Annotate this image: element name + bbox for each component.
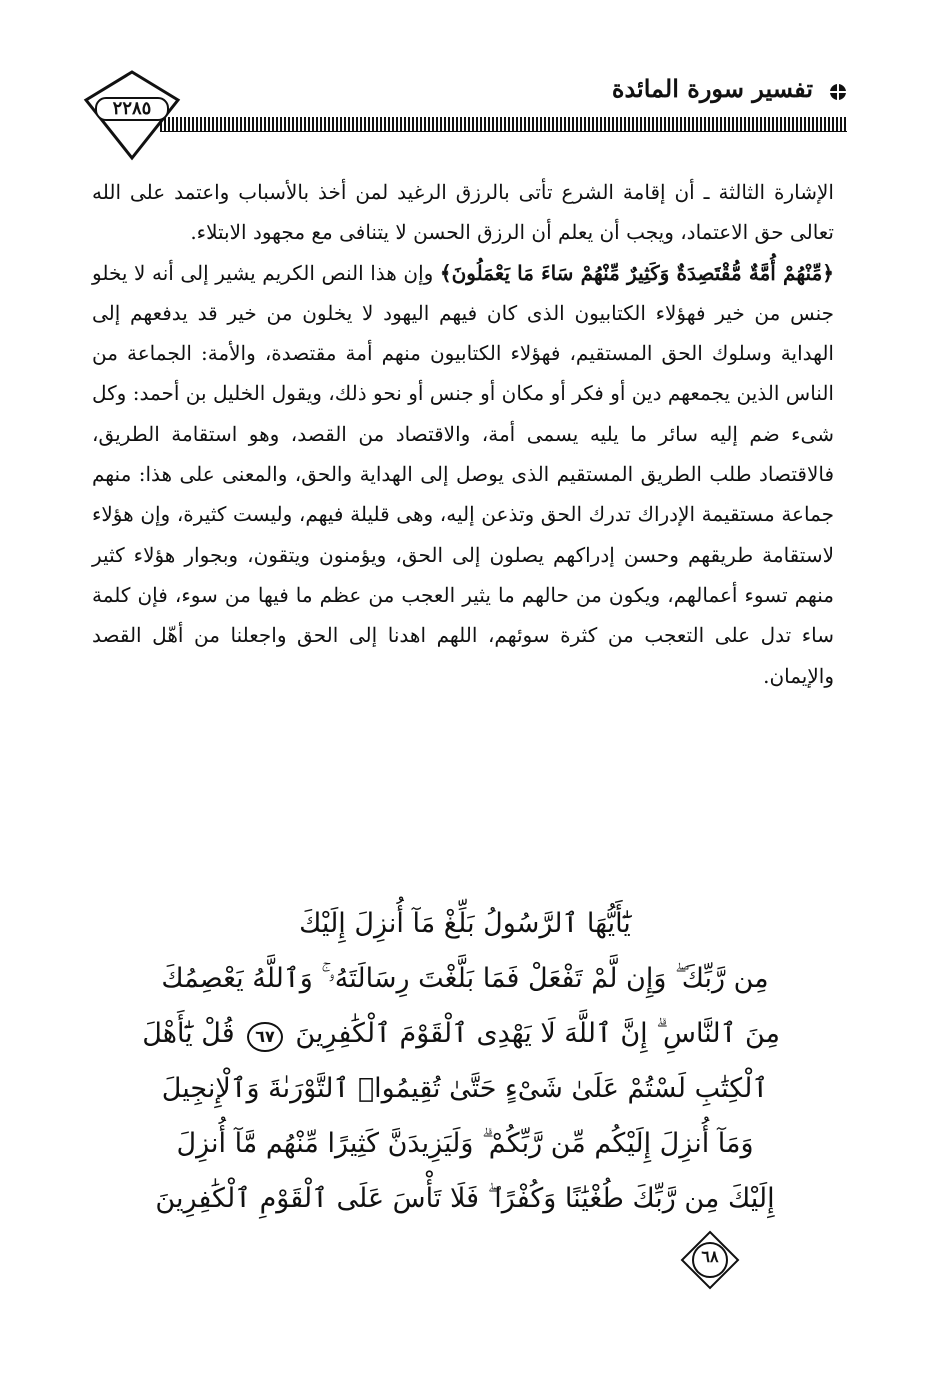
paragraph-2	[92, 253, 834, 696]
paragraph-2-text: وإن هذا النص الكريم يشير إلى أنه لا يخلو جنس من خير فهؤلاء الكتابيون الذى كان فيهم اليهود لا يخلون من خير قد يدفعهم إلى الهداية وسلوك الحق المستقيم، فهؤلاء الكتابيون منهم أمة مقتصدة، والأمة: الجماعة من الناس الذين يجمعهم دين أو فكر أو مكان أو جنس أو نحو ذلك، ويقول الخليل بن أحمد: وكل شىء ضم إليه سائر ما يليه يسمى أمة، والاقتصاد من القصد، وهو استقامة الطريق، فالاقتصاد طلب الطريق المستقيم الذى يوصل إلى الهداية والحق، والمعنى على هذا: منهم جماعة مستقيمة الإدراك تدرك الحق وتذعن إليه، وهى قليلة فيهم، وليست كثيرة، وإن هؤلاء لاستقامة طريقهم وحسن إدراكهم يصلون إلى الحق، ويؤمنون ويتقون، وبجوار هؤلاء كثير منهم تسوء أعمالهم، ويكون من حالهم ما يثير العجب من عظم ما فيها من سوء، فإن كلمة ساء تدل على التعجب من كثرة سوئهم، اللهم اهدنا إلى الحق واجعلنا من أهّل القصد والإيمان.	[92, 260, 835, 688]
commentary-text	[92, 172, 834, 696]
verse-line-2: مِن رَّبِّكَ ۖ وَإِن لَّمْ تَفْعَلْ فَمَا بَلَّغْتَ رِسَالَتَهُۥ ۚ وَٱللَّهُ يَعْصِمُكَ	[161, 963, 769, 994]
verse-line-5: وَمَآ أُنزِلَ إِلَيْكُم مِّن رَّبِّكُمْ ۗ وَلَيَزِيدَنَّ كَثِيرًا مِّنْهُم مَّآ أُنزِلَ	[176, 1128, 754, 1159]
header-rule	[160, 117, 847, 132]
quran-verses	[142, 896, 780, 1226]
verse-line-3a: مِنَ ٱلنَّاسِ ۗ إِنَّ ٱللَّهَ لَا يَهْدِى ٱلْقَوْمَ ٱلْكَٰفِرِينَ	[295, 1018, 780, 1049]
verse-line-3b: قُلْ يَٰٓأَهْلَ	[142, 1018, 235, 1049]
surah-title: تفسير سورة المائدة	[611, 74, 813, 103]
verse-line-1: يَٰٓأَيُّهَا ٱلرَّسُولُ بَلِّغْ مَآ أُنزِلَ إِلَيْكَ	[299, 908, 631, 939]
verse-line-4: ٱلْكِتَٰبِ لَسْتُمْ عَلَىٰ شَىْءٍ حَتَّىٰ تُقِيمُوا۟ ٱلتَّوْرَىٰةَ وَٱلْإِنجِيلَ	[161, 1073, 769, 1104]
verse-line-6: إِلَيْكَ مِن رَّبِّكَ طُغْيَٰنًا وَكُفْرًا ۖ فَلَا تَأْسَ عَلَى ٱلْقَوْمِ ٱلْكَٰفِرِينَ	[155, 1183, 775, 1214]
verse-line-3	[142, 1006, 780, 1061]
ornament-bullet-icon	[827, 82, 849, 102]
ayah-number-68: ٦٨	[701, 1247, 719, 1266]
page-number: ٢٢٨٥	[112, 98, 152, 119]
ayah-number-67: ٦٧	[247, 1022, 283, 1052]
quran-quote: ﴿مِّنْهُمْ أُمَّةٌ مُّقْتَصِدَةٌ وَكَثِيرٌ مِّنْهُمْ سَاءَ مَا يَعْمَلُونَ﴾	[439, 260, 834, 285]
page-header	[0, 0, 925, 170]
paragraph-1: الإشارة الثالثة ـ أن إقامة الشرع تأتى بالرزق الرغيد لمن أخذ بالأسباب واعتمد على الله تعالى حق الاعتماد، ويجب أن يعلم أن الرزق الحسن لا يتنافى مع مجهود الابتلاء.	[92, 180, 834, 245]
